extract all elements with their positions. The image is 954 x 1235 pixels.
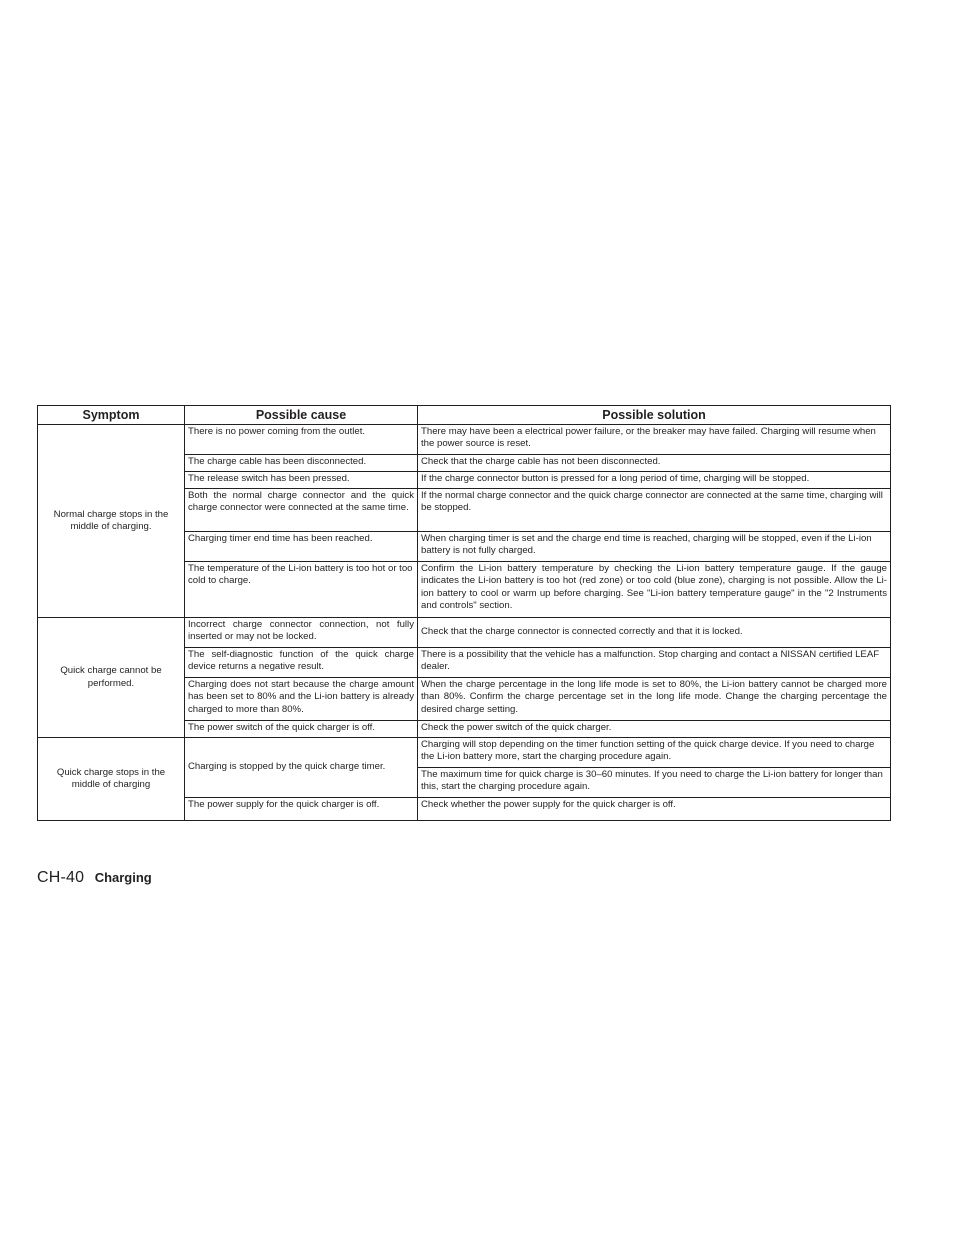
page-footer: [37, 869, 152, 887]
solution-cell: When the charge percentage in the long life mode is set to 80%, the Li-ion battery cannot be charged more than 80%. Confirm the charge percentage set in the long life mode. Change the charging percentage the desired charge setting.: [418, 678, 891, 721]
table-header-row: [38, 406, 891, 425]
solution-cell: The maximum time for quick charge is 30–60 minutes. If you need to charge the Li-ion battery for longer than this, start the charging procedure again.: [418, 768, 891, 798]
cause-cell: Both the normal charge connector and the quick charge connector were connected at the same time.: [185, 489, 418, 532]
cause-cell: Charging does not start because the charge amount has been set to 80% and the Li-ion battery is already charged to more than 80%.: [185, 678, 418, 721]
cause-cell: Charging timer end time has been reached.: [185, 532, 418, 562]
cause-cell: The charge cable has been disconnected.: [185, 455, 418, 472]
cause-cell: The temperature of the Li-ion battery is too hot or too cold to charge.: [185, 562, 418, 618]
cause-cell: The power supply for the quick charger is off.: [185, 798, 418, 821]
solution-cell: When charging timer is set and the charge end time is reached, charging will be stopped, even if the Li-ion battery is not fully charged.: [418, 532, 891, 562]
cause-cell: The release switch has been pressed.: [185, 472, 418, 489]
solution-cell: There is a possibility that the vehicle has a malfunction. Stop charging and contact a NISSAN certified LEAF dealer.: [418, 648, 891, 678]
cause-cell: There is no power coming from the outlet.: [185, 425, 418, 455]
cause-cell: Incorrect charge connector connection, not fully inserted or may not be locked.: [185, 618, 418, 648]
solution-cell: If the charge connector button is pressed for a long period of time, charging will be stopped.: [418, 472, 891, 489]
cause-cell: The power switch of the quick charger is off.: [185, 721, 418, 738]
symptom-cell: Normal charge stops in the middle of charging.: [38, 425, 185, 618]
header-possible-cause: Possible cause: [185, 406, 418, 425]
solution-cell: Check that the charge connector is connected correctly and that it is locked.: [418, 618, 891, 648]
cause-cell: Charging is stopped by the quick charge timer.: [185, 738, 418, 798]
header-possible-solution: Possible solution: [418, 406, 891, 425]
symptom-cell: Quick charge cannot be performed.: [38, 618, 185, 738]
solution-cell: Check that the charge cable has not been disconnected.: [418, 455, 891, 472]
solution-cell: If the normal charge connector and the quick charge connector are connected at the same time, charging will be stopped.: [418, 489, 891, 532]
table-row: [38, 618, 891, 648]
section-title: Charging: [94, 870, 152, 885]
solution-cell: There may have been a electrical power failure, or the breaker may have failed. Charging will resume when the power source is reset.: [418, 425, 891, 455]
table-row: [38, 425, 891, 455]
solution-cell: Charging will stop depending on the timer function setting of the quick charge device. If you need to charge the Li-ion battery more, start the charging procedure again.: [418, 738, 891, 768]
symptom-cell: Quick charge stops in the middle of charging: [38, 738, 185, 821]
solution-cell: Check whether the power supply for the quick charger is off.: [418, 798, 891, 821]
solution-cell: Check the power switch of the quick charger.: [418, 721, 891, 738]
troubleshooting-table: [37, 405, 891, 821]
page-number: CH-40: [37, 869, 85, 886]
table-row: [38, 738, 891, 768]
cause-cell: The self-diagnostic function of the quick charge device returns a negative result.: [185, 648, 418, 678]
solution-cell: Confirm the Li-ion battery temperature by checking the Li-ion battery temperature gauge. If the gauge indicates the Li-ion battery is too hot (red zone) or too cold (blue zone), charging is not possible. Allow the Li-ion battery to cool or warm up before charging. See "Li-ion battery temperature gauge" in the "2 Instruments and controls" section.: [418, 562, 891, 618]
header-symptom: Symptom: [38, 406, 185, 425]
